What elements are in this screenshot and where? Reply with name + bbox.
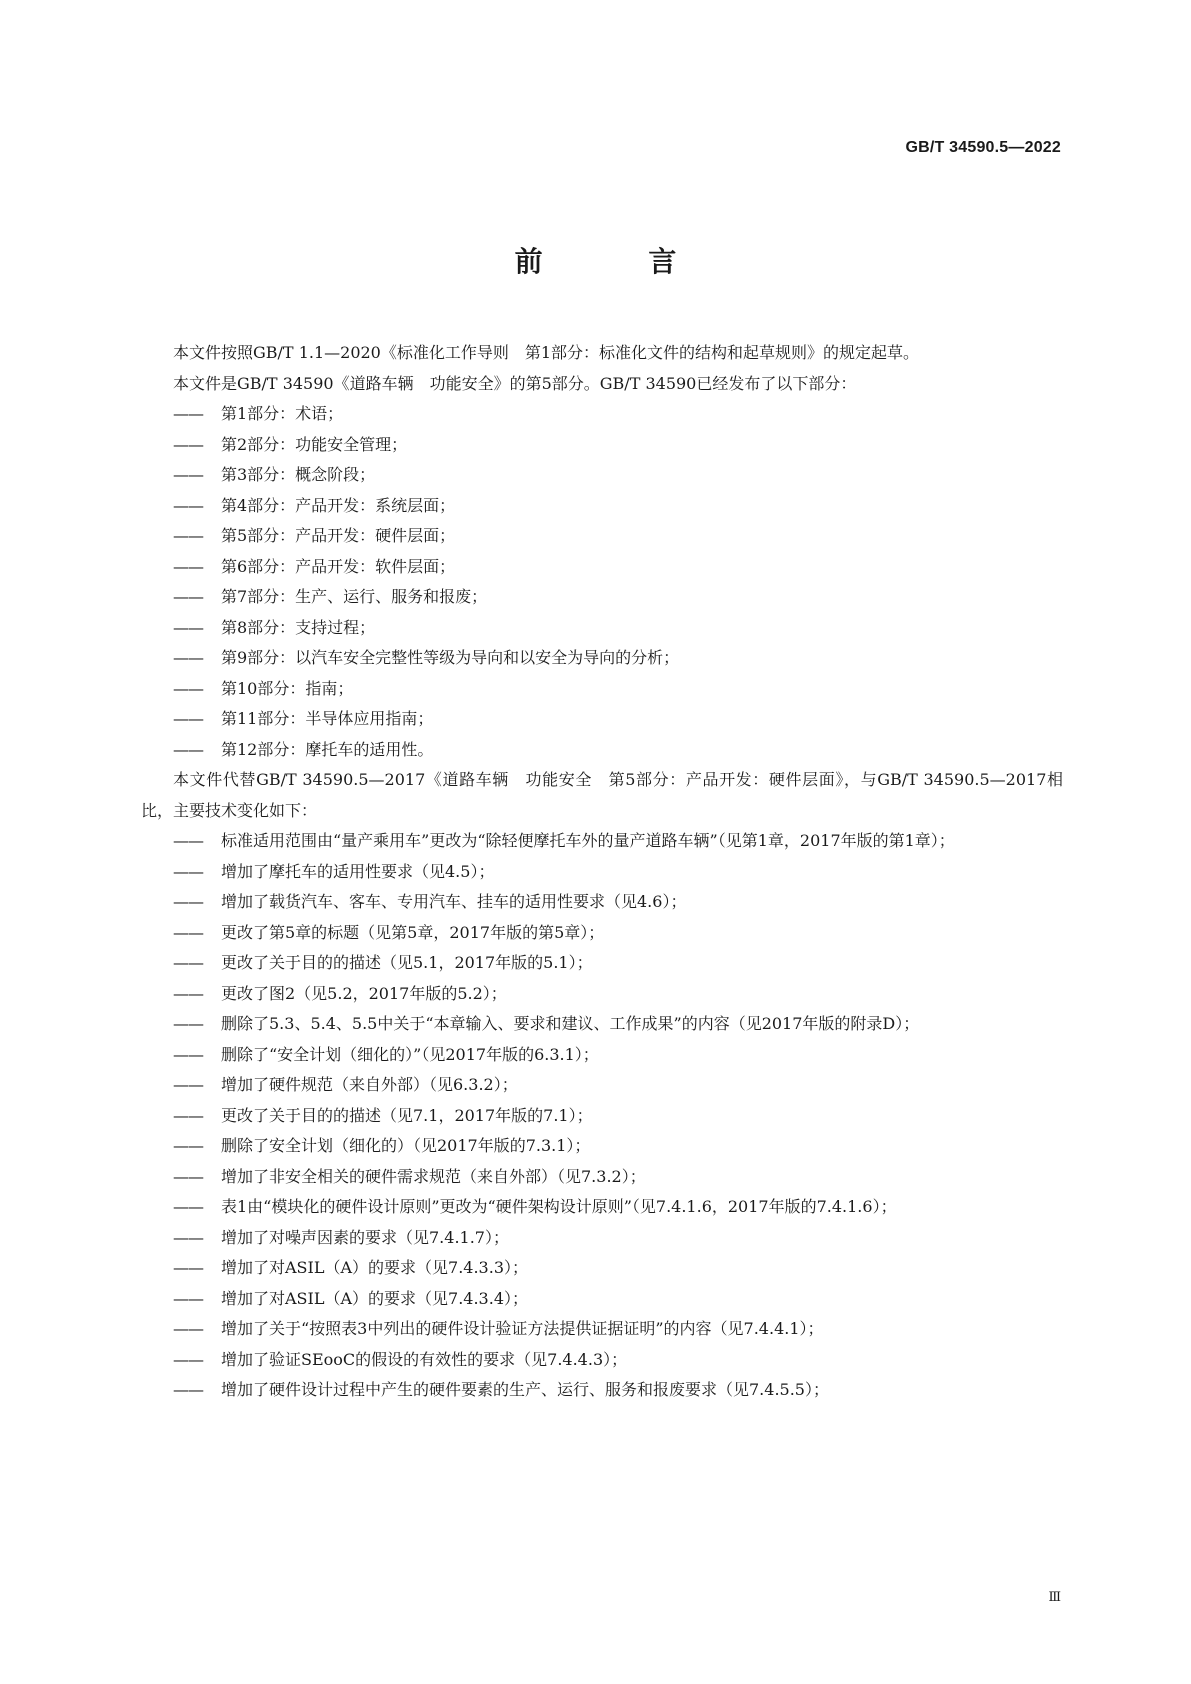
list-item xyxy=(141,735,1063,766)
list-item-text: 标准适用范围由“量产乘用车”更改为“除轻便摩托车外的量产道路车辆”（见第1章，2017年版的第1章）； xyxy=(221,831,955,850)
list-item xyxy=(141,460,1063,491)
list-item xyxy=(141,1131,1063,1162)
intro-paragraph-drafting-rules: 本文件按照GB/T 1.1—2020《标准化工作导则 第1部分：标准化文件的结构和起草规则》的规定起草。 xyxy=(173,343,920,362)
list-item-text: 更改了图2（见5.2，2017年版的5.2）； xyxy=(221,983,507,1003)
list-item-text: 第6部分：产品开发：软件层面； xyxy=(221,556,456,576)
list-item xyxy=(141,582,1063,613)
list-item xyxy=(141,1162,1063,1193)
list-item xyxy=(141,521,1063,552)
list-item xyxy=(141,491,1063,522)
list-item-text: 第3部分：概念阶段； xyxy=(221,465,376,484)
list-item-text: 更改了第5章的标题（见第5章，2017年版的第5章）； xyxy=(221,922,605,942)
list-item xyxy=(141,857,1063,888)
list-item-text: 第8部分：支持过程； xyxy=(221,617,376,637)
list-item-text: 第10部分：指南； xyxy=(221,678,354,698)
dash-marker: —— xyxy=(173,678,203,698)
list-item-text: 第4部分：产品开发：系统层面； xyxy=(221,495,456,515)
list-item-text: 第1部分：术语； xyxy=(221,404,344,423)
dash-marker: —— xyxy=(173,1136,203,1155)
dash-marker: —— xyxy=(173,892,203,911)
list-item xyxy=(141,1040,1063,1071)
dash-marker: —— xyxy=(173,617,203,637)
dash-marker: —— xyxy=(173,1258,203,1277)
dash-marker: —— xyxy=(173,861,203,881)
page-title: 前 言 xyxy=(514,245,725,278)
dash-marker: —— xyxy=(173,434,203,454)
list-item xyxy=(141,948,1063,979)
list-item xyxy=(141,1101,1063,1132)
list-item-text: 删除了安全计划（细化的）（见2017年版的7.3.1）； xyxy=(221,1136,591,1155)
list-item-text: 增加了验证SEooC的假设的有效性的要求（见7.4.4.3）； xyxy=(221,1349,628,1369)
dash-marker: —— xyxy=(173,1105,203,1125)
list-item-text: 删除了“安全计划（细化的）”（见2017年版的6.3.1）； xyxy=(221,1044,599,1064)
dash-marker: —— xyxy=(173,1014,203,1033)
page-number: Ⅲ xyxy=(1048,1590,1061,1605)
list-item-text: 第9部分：以汽车安全完整性等级为导向和以安全为导向的分析； xyxy=(221,648,680,667)
list-item-text: 增加了对ASIL（A）的要求（见7.4.3.3）； xyxy=(221,1258,528,1277)
list-item-text: 第7部分：生产、运行、服务和报废； xyxy=(221,587,488,606)
list-item xyxy=(141,1345,1063,1376)
list-item xyxy=(141,1070,1063,1101)
dash-marker: —— xyxy=(173,1380,203,1399)
dash-marker: —— xyxy=(173,404,203,423)
list-item-text: 第5部分：产品开发：硬件层面； xyxy=(221,526,456,545)
list-item-text: 增加了硬件设计过程中产生的硬件要素的生产、运行、服务和报废要求（见7.4.5.5）； xyxy=(221,1380,829,1399)
parts-list xyxy=(141,399,1063,765)
intro-paragraph-series-parts: 本文件是GB/T 34590《道路车辆 功能安全》的第5部分。GB/T 34590已经发布了以下部分： xyxy=(173,373,857,393)
replacement-statement: 本文件代替GB/T 34590.5—2017《道路车辆 功能安全 第5部分：产品开发：硬件层面》，与GB/T 34590.5—2017相比，主要技术变化如下： xyxy=(141,770,1063,820)
list-item-text: 增加了摩托车的适用性要求（见4.5）； xyxy=(221,861,495,881)
technical-changes-list xyxy=(141,826,1063,1406)
dash-marker: —— xyxy=(173,983,203,1003)
dash-marker: —— xyxy=(173,556,203,576)
dash-marker: —— xyxy=(173,1166,203,1186)
list-item xyxy=(141,1223,1063,1254)
list-item xyxy=(141,1192,1063,1223)
list-item xyxy=(141,552,1063,583)
list-item xyxy=(141,613,1063,644)
list-item xyxy=(141,1253,1063,1284)
list-item xyxy=(141,918,1063,949)
dash-marker: —— xyxy=(173,465,203,484)
list-item-text: 第12部分：摩托车的适用性。 xyxy=(221,739,434,759)
dash-marker: —— xyxy=(173,1075,203,1094)
dash-marker: —— xyxy=(173,709,203,728)
dash-marker: —— xyxy=(173,831,203,850)
list-item-text: 第11部分：半导体应用指南； xyxy=(221,709,434,728)
list-item-text: 增加了载货汽车、客车、专用汽车、挂车的适用性要求（见4.6）； xyxy=(221,892,687,911)
dash-marker: —— xyxy=(173,1349,203,1369)
dash-marker: —— xyxy=(173,922,203,942)
dash-marker: —— xyxy=(173,1227,203,1247)
dash-marker: —— xyxy=(173,495,203,515)
list-item xyxy=(141,1284,1063,1315)
document-body xyxy=(141,338,1063,1406)
list-item-text: 增加了硬件规范（来自外部）（见6.3.2）； xyxy=(221,1075,518,1094)
list-item-text: 更改了关于目的的描述（见7.1，2017年版的7.1）； xyxy=(221,1105,593,1125)
list-item xyxy=(141,399,1063,430)
list-item-text: 增加了对ASIL（A）的要求（见7.4.3.4）； xyxy=(221,1288,528,1308)
list-item xyxy=(141,887,1063,918)
dash-marker: —— xyxy=(173,953,203,972)
standard-code-header: GB/T 34590.5—2022 xyxy=(905,139,1061,156)
dash-marker: —— xyxy=(173,587,203,606)
list-item xyxy=(141,643,1063,674)
list-item xyxy=(141,704,1063,735)
list-item-text: 第2部分：功能安全管理； xyxy=(221,434,408,454)
list-item xyxy=(141,979,1063,1010)
list-item-text: 增加了关于“按照表3中列出的硬件设计验证方法提供证据证明”的内容（见7.4.4.1）； xyxy=(221,1319,824,1338)
dash-marker: —— xyxy=(173,526,203,545)
list-item-text: 表1由“模块化的硬件设计原则”更改为“硬件架构设计原则”（见7.4.1.6，2017年版的7.4.1.6）； xyxy=(221,1197,897,1216)
dash-marker: —— xyxy=(173,1288,203,1308)
dash-marker: —— xyxy=(173,739,203,759)
dash-marker: —— xyxy=(173,648,203,667)
list-item xyxy=(141,1314,1063,1345)
list-item-text: 增加了对噪声因素的要求（见7.4.1.7）； xyxy=(221,1227,509,1247)
list-item-text: 增加了非安全相关的硬件需求规范（来自外部）（见7.3.2）； xyxy=(221,1166,646,1186)
dash-marker: —— xyxy=(173,1044,203,1064)
list-item xyxy=(141,826,1063,857)
dash-marker: —— xyxy=(173,1197,203,1216)
list-item xyxy=(141,430,1063,461)
list-item xyxy=(141,1375,1063,1406)
list-item-text: 删除了5.3、5.4、5.5中关于“本章输入、要求和建议、工作成果”的内容（见2017年版的附录D）； xyxy=(221,1014,920,1033)
dash-marker: —— xyxy=(173,1319,203,1338)
list-item xyxy=(141,1009,1063,1040)
list-item-text: 更改了关于目的的描述（见5.1，2017年版的5.1）； xyxy=(221,953,593,972)
list-item xyxy=(141,674,1063,705)
